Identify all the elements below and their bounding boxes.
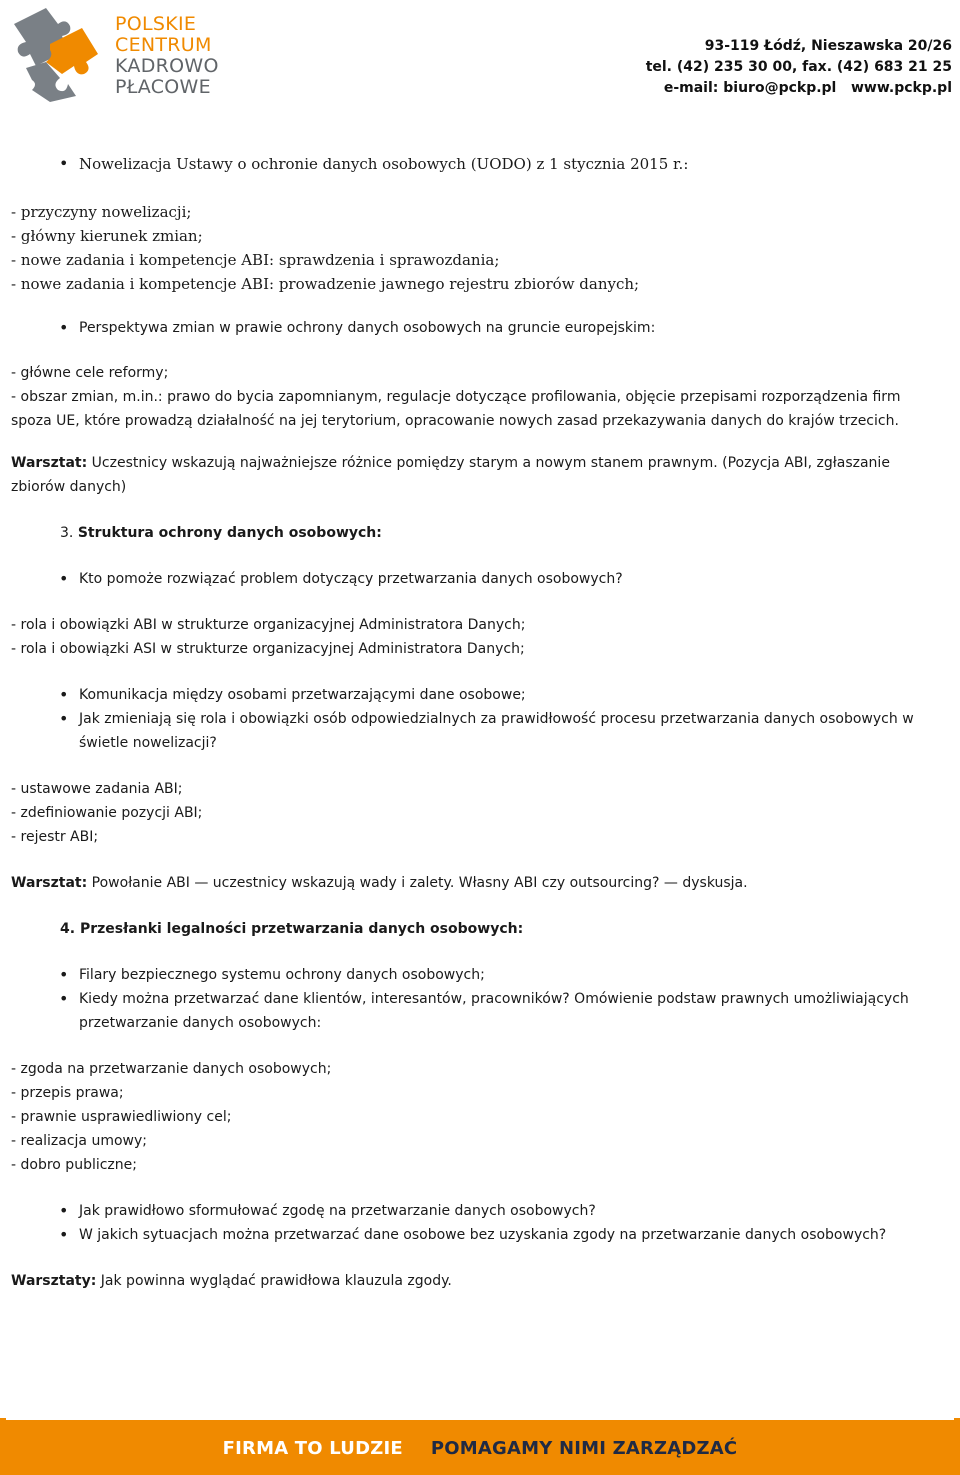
list-item: - realizacja umowy; bbox=[11, 1133, 147, 1149]
brand-line: POLSKIE bbox=[115, 13, 197, 35]
workshop-text: Jak powinna wyglądać prawidłowa klauzula zgody. bbox=[96, 1273, 452, 1289]
list-item: - zdefiniowanie pozycji ABI; bbox=[11, 805, 203, 821]
section-number: 4. bbox=[60, 921, 80, 937]
section-title: Struktura ochrony danych osobowych: bbox=[77, 525, 382, 541]
page-footer bbox=[0, 1418, 960, 1475]
section-heading bbox=[0, 917, 960, 941]
list-item: • Komunikacja między osobami przetwarzającymi dane osobowe; bbox=[0, 683, 960, 707]
workshop-text: Powołanie ABI — uczestnicy wskazują wady i zalety. Własny ABI czy outsourcing? — dyskusja. bbox=[87, 875, 748, 891]
workshop-label: Warsztat: bbox=[11, 455, 88, 471]
list-item: - zgoda na przetwarzanie danych osobowych; bbox=[11, 1061, 332, 1077]
list-item: • Jak prawidłowo sformułować zgodę na przetwarzanie danych osobowych? bbox=[0, 1199, 960, 1223]
workshop-note bbox=[0, 871, 960, 895]
workshop-text: Uczestnicy wskazują najważniejsze różnice pomiędzy starym a nowym stanem prawnym. (Pozycja ABI, zgłaszanie zbiorów danych) bbox=[11, 455, 890, 495]
phone: tel. (42) 235 30 00, fax. (42) 683 21 25 bbox=[645, 59, 952, 75]
footer-slogan bbox=[0, 1438, 960, 1459]
list-item: - nowe zadania i kompetencje ABI: sprawdzenia i sprawozdania; bbox=[11, 251, 500, 269]
section-title: Przesłanki legalności przetwarzania danych osobowych: bbox=[79, 921, 524, 937]
list-item: • W jakich sytuacjach można przetwarzać dane osobowe bez uzyskania zgody na przetwarzanie danych osobowych? bbox=[0, 1223, 960, 1247]
contact-info bbox=[646, 36, 952, 99]
list-item: - nowe zadania i kompetencje ABI: prowadzenie jawnego rejestru zbiorów danych; bbox=[11, 275, 640, 293]
slogan-part: FIRMA TO LUDZIE bbox=[222, 1438, 403, 1459]
list-item: - przyczyny nowelizacji; bbox=[11, 203, 192, 221]
section-number: 3. bbox=[60, 525, 78, 541]
brand-line: KADROWO bbox=[115, 55, 219, 77]
list-item: - rola i obowiązki ABI w strukturze organizacyjnej Administratora Danych; bbox=[11, 617, 526, 633]
list-item: - prawnie usprawiedliwiony cel; bbox=[11, 1109, 232, 1125]
email-link[interactable]: e-mail: biuro@pckp.pl www.pckp.pl bbox=[663, 80, 952, 96]
workshop-note bbox=[0, 1269, 960, 1293]
paragraph bbox=[0, 385, 960, 433]
brand-line: PŁACOWE bbox=[115, 76, 211, 98]
brand-name bbox=[115, 14, 219, 98]
footer-divider bbox=[6, 1418, 954, 1420]
list-item: • Kto pomoże rozwiązać problem dotyczący przetwarzania danych osobowych? bbox=[0, 567, 960, 591]
slogan-part: POMAGAMY NIMI ZARZĄDZAĆ bbox=[430, 1438, 738, 1459]
puzzle-logo-icon bbox=[6, 4, 106, 104]
page-header bbox=[0, 0, 960, 110]
workshop-note bbox=[0, 451, 960, 499]
list-item: - rola i obowiązki ASI w strukturze organizacyjnej Administratora Danych; bbox=[11, 641, 525, 657]
workshop-label: Warsztaty: bbox=[11, 1273, 97, 1289]
list-item: • Kiedy można przetwarzać dane klientów, interesantów, pracowników? Omówienie podstaw prawnych umożliwiających przetwarzanie danych osobowych: bbox=[0, 987, 960, 1035]
list-item: • Filary bezpiecznego systemu ochrony danych osobowych; bbox=[0, 963, 960, 987]
list-item: - dobro publiczne; bbox=[11, 1157, 137, 1173]
list-item: - ustawowe zadania ABI; bbox=[11, 781, 183, 797]
list-item: - główne cele reformy; bbox=[11, 365, 169, 381]
list-item: • Jak zmieniają się rola i obowiązki osób odpowiedzialnych za prawidłowość procesu przetwarzania danych osobowych w świetle nowelizacji? bbox=[0, 707, 960, 755]
list-item: - obszar zmian, m.in.: prawo do bycia zapomnianym, regulacje dotyczące profilowania, objęcie przepisami rozporządzenia firm spoza UE, które prowadzą działalność na jej terytorium, opracowanie nowych zasad przekazywania danych do krajów trzecich. bbox=[11, 389, 901, 429]
list-item: • Perspektywa zmian w prawie ochrony danych osobowych na gruncie europejskim: bbox=[0, 316, 960, 340]
list-item: - rejestr ABI; bbox=[11, 829, 99, 845]
brand-line: CENTRUM bbox=[115, 34, 212, 56]
list-item: • Nowelizacja Ustawy o ochronie danych osobowych (UODO) z 1 stycznia 2015 r.: bbox=[0, 152, 960, 176]
address: 93-119 Łódź, Nieszawska 20/26 bbox=[704, 38, 952, 54]
section-heading bbox=[0, 521, 960, 545]
list-item: - główny kierunek zmian; bbox=[11, 227, 203, 245]
workshop-label: Warsztat: bbox=[11, 875, 88, 891]
document-body bbox=[0, 152, 960, 1293]
list-item: - przepis prawa; bbox=[11, 1085, 124, 1101]
